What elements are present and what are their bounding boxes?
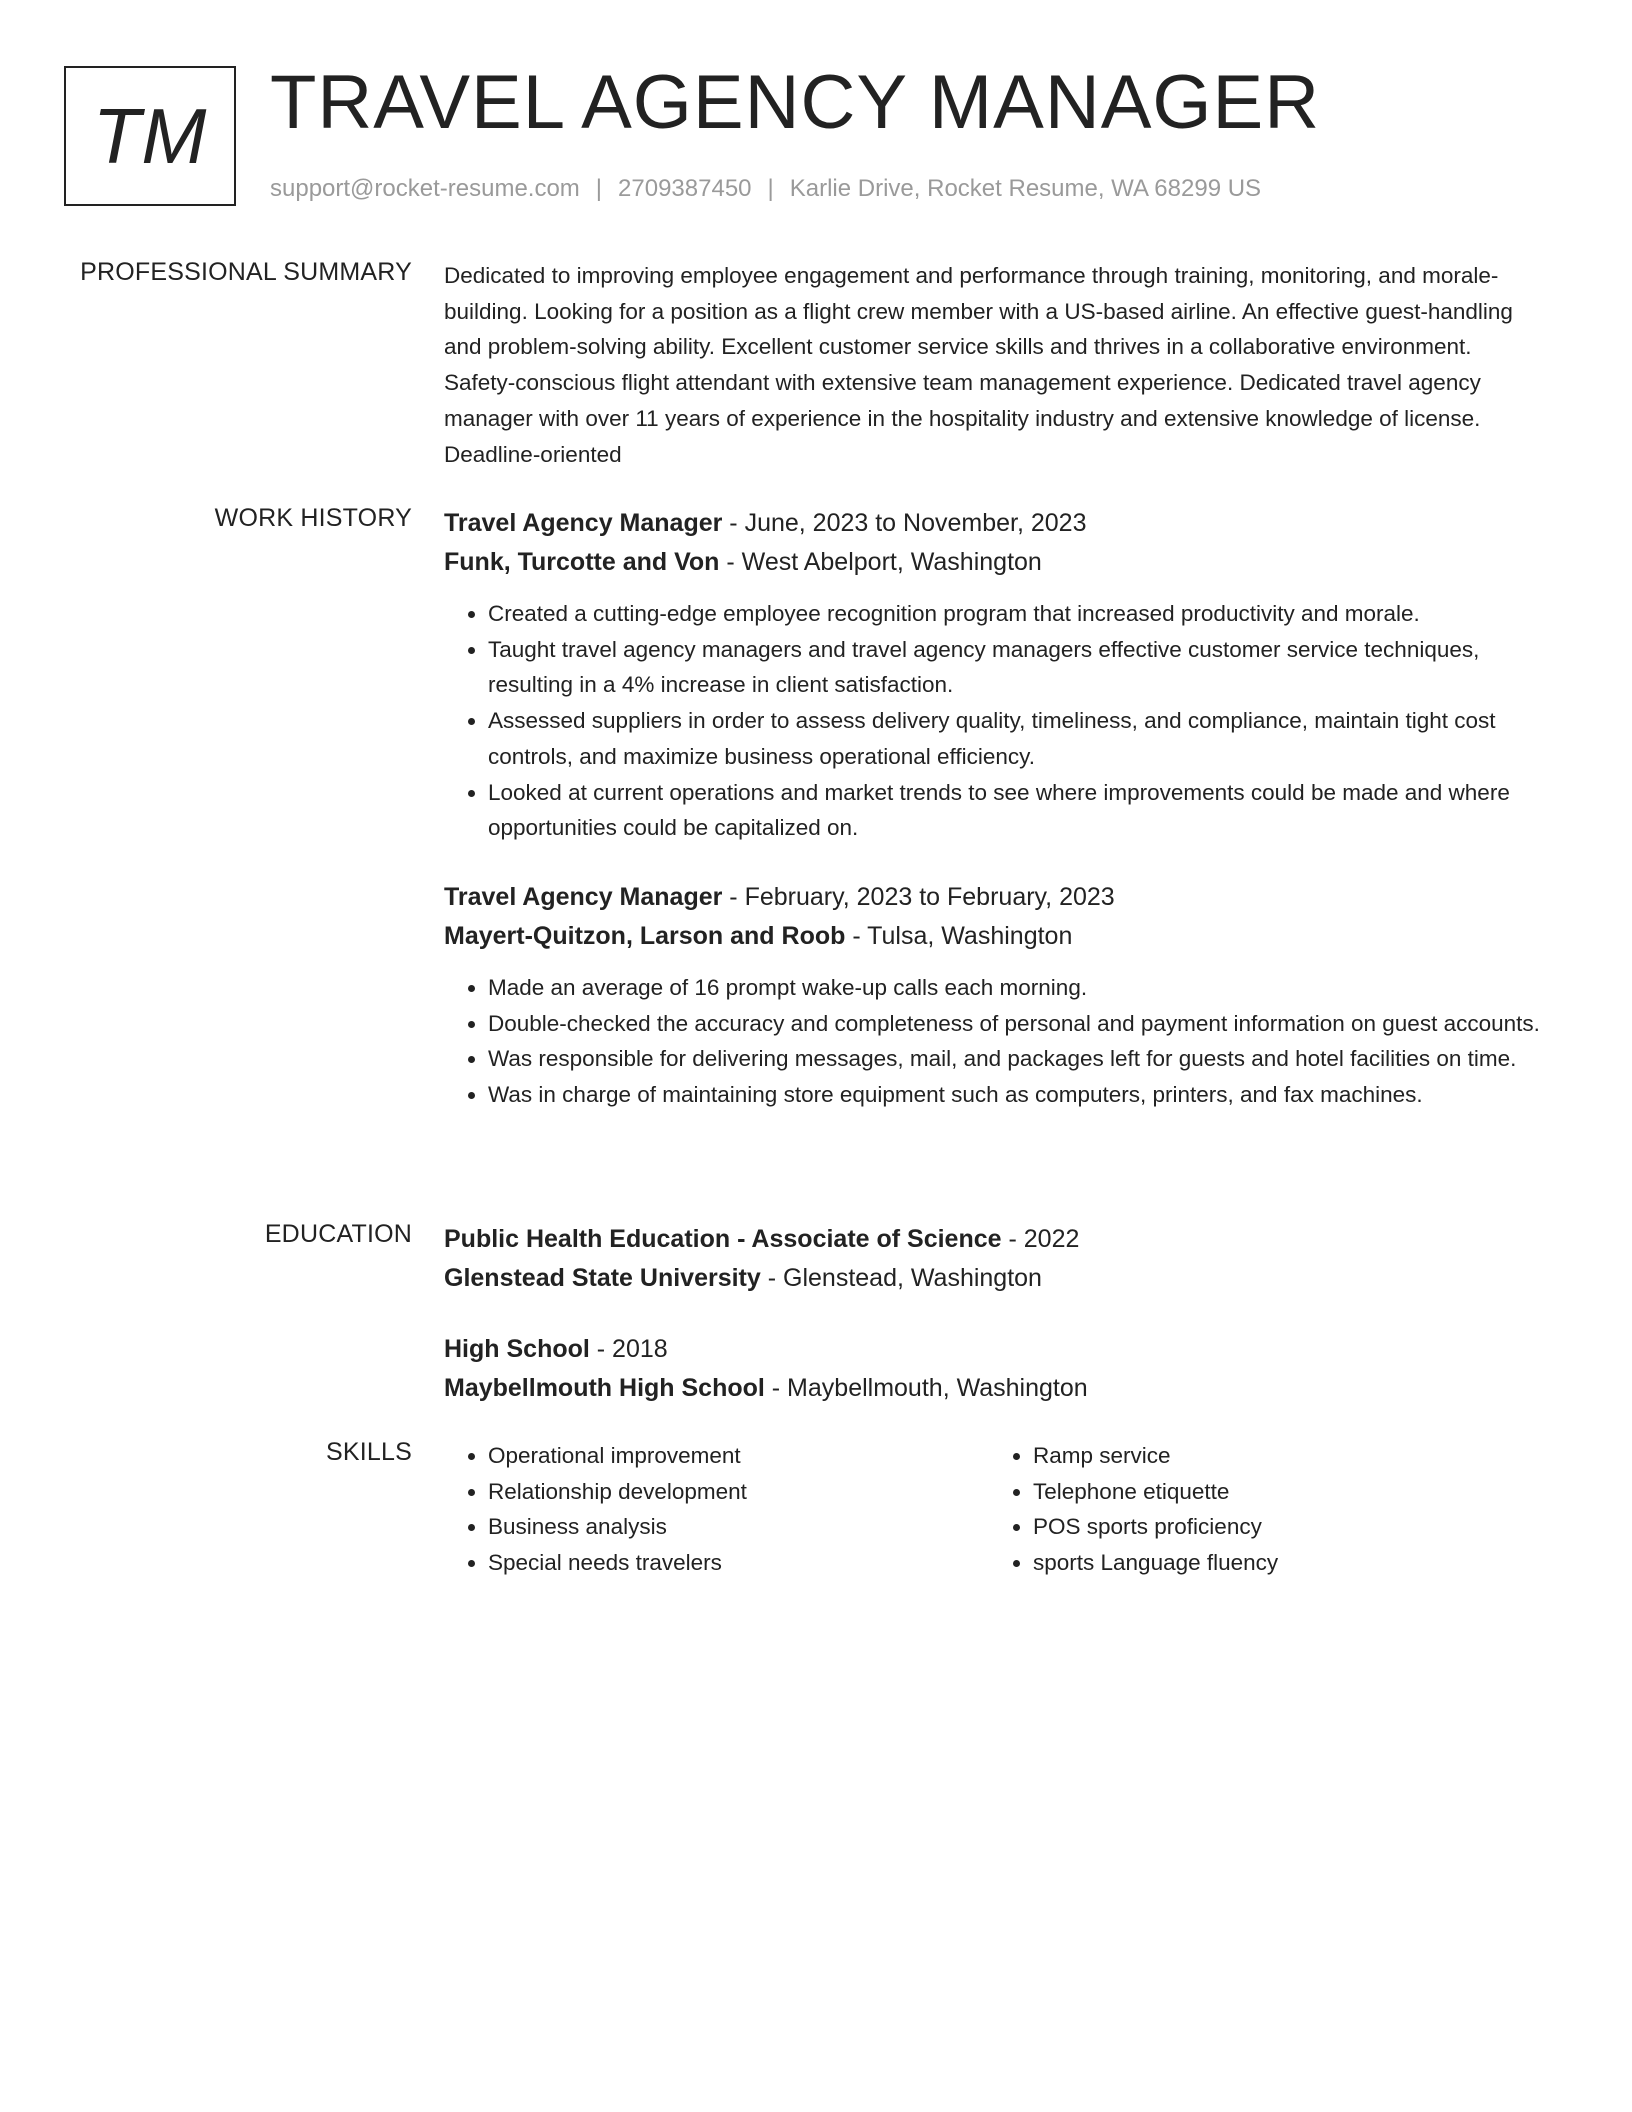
education-school: Maybellmouth High School bbox=[444, 1374, 765, 1402]
job-title: Travel Agency Manager bbox=[444, 882, 723, 911]
job-dates: - June, 2023 to November, 2023 bbox=[722, 509, 1087, 537]
job-bullet: • Created a cutting-edge employee recognition program that increased productivity and morale. bbox=[488, 596, 1544, 632]
skills-list bbox=[989, 1438, 1534, 1581]
job-company-line bbox=[444, 543, 1544, 582]
resume-title: TRAVEL AGENCY MANAGER bbox=[270, 60, 1321, 145]
education-degree-line bbox=[444, 1220, 1544, 1259]
contact-phone[interactable]: 2709387450 bbox=[618, 175, 752, 202]
skill-item: • sports Language fluency bbox=[1033, 1545, 1534, 1581]
job-bullet: • Was in charge of maintaining store equipment such as computers, printers, and fax machines. bbox=[488, 1077, 1544, 1113]
skill-item: • Operational improvement bbox=[488, 1438, 989, 1474]
skills-column-left bbox=[444, 1438, 989, 1581]
skills-columns bbox=[444, 1438, 1544, 1581]
skill-item: • Telephone etiquette bbox=[1033, 1474, 1534, 1510]
skill-item: • Business analysis bbox=[488, 1509, 989, 1545]
job-company: Funk, Turcotte and Von bbox=[444, 548, 720, 576]
contact-separator: | bbox=[767, 175, 774, 202]
job-bullet: • Double-checked the accuracy and completeness of personal and payment information on guest accounts. bbox=[488, 1006, 1544, 1042]
education-entry bbox=[444, 1220, 1544, 1298]
skills-body bbox=[444, 1438, 1544, 1581]
job-bullet: • Was responsible for delivering messages, mail, and packages left for guests and hotel facilities on time. bbox=[488, 1041, 1544, 1077]
summary-body bbox=[444, 258, 1544, 472]
job-dates: - February, 2023 to February, 2023 bbox=[722, 882, 1115, 911]
education-degree-line bbox=[444, 1330, 1544, 1369]
education-year: - 2022 bbox=[1001, 1225, 1080, 1253]
education-school: Glenstead State University bbox=[444, 1264, 761, 1292]
education-year: - 2018 bbox=[589, 1335, 668, 1363]
skill-item: • POS sports proficiency bbox=[1033, 1509, 1534, 1545]
contact-line bbox=[270, 174, 1261, 204]
job-entry bbox=[444, 504, 1544, 846]
job-title-line bbox=[444, 878, 1544, 917]
job-title: Travel Agency Manager bbox=[444, 509, 723, 537]
skill-item: • Special needs travelers bbox=[488, 1545, 989, 1581]
work-history-heading: WORK HISTORY bbox=[214, 504, 412, 532]
education-location: - Glenstead, Washington bbox=[760, 1264, 1042, 1292]
education-entry bbox=[444, 1330, 1544, 1408]
contact-email[interactable]: support@rocket-resume.com bbox=[270, 175, 580, 202]
education-location: - Maybellmouth, Washington bbox=[764, 1374, 1088, 1402]
education-body bbox=[444, 1220, 1544, 1408]
job-bullet: • Looked at current operations and market trends to see where improvements could be made and where opportunities could be capitalized on. bbox=[488, 775, 1544, 846]
job-entry bbox=[444, 878, 1544, 1113]
skills-column-right bbox=[989, 1438, 1534, 1581]
education-school-line bbox=[444, 1259, 1544, 1298]
job-company: Mayert-Quitzon, Larson and Roob bbox=[444, 921, 846, 950]
job-bullets bbox=[444, 596, 1544, 846]
job-bullet: • Taught travel agency managers and travel agency managers effective customer service techniques, resulting in a 4% increase in client satisfaction. bbox=[488, 632, 1544, 703]
education-school-line bbox=[444, 1369, 1544, 1408]
contact-separator: | bbox=[595, 175, 603, 202]
education-degree: Public Health Education - Associate of Science bbox=[444, 1225, 1002, 1253]
skills-list bbox=[444, 1438, 989, 1581]
summary-heading: PROFESSIONAL SUMMARY bbox=[80, 258, 412, 286]
education-degree: High School bbox=[444, 1335, 590, 1363]
summary-text: Dedicated to improving employee engagement and performance through training, monitoring, and morale-building. Looking for a position as a flight crew member with a US-based airline. An effective guest-handling and problem-solving ability. Excellent customer service skills and thrives in a collaborative environment. Safety-conscious flight attendant with extensive team management experience. Dedicated travel agency manager with over 11 years of experience in the hospitality industry and extensive knowledge of license. Deadline-oriented bbox=[444, 263, 1513, 467]
education-heading: EDUCATION bbox=[264, 1220, 412, 1248]
job-location: - Tulsa, Washington bbox=[845, 921, 1073, 950]
job-bullets bbox=[444, 970, 1544, 1113]
skill-item: • Relationship development bbox=[488, 1474, 989, 1510]
job-bullet: • Made an average of 16 prompt wake-up calls each morning. bbox=[488, 970, 1544, 1006]
monogram-logo: TM bbox=[64, 66, 236, 206]
contact-address: Karlie Drive, Rocket Resume, WA 68299 US bbox=[789, 175, 1262, 202]
skill-item: • Ramp service bbox=[1033, 1438, 1534, 1474]
work-history-body bbox=[444, 504, 1544, 1113]
skills-heading: SKILLS bbox=[326, 1438, 412, 1466]
job-bullet: • Assessed suppliers in order to assess delivery quality, timeliness, and compliance, maintain tight cost controls, and maximize business operational efficiency. bbox=[488, 703, 1544, 774]
job-title-line bbox=[444, 504, 1544, 543]
job-company-line bbox=[444, 917, 1544, 956]
job-location: - West Abelport, Washington bbox=[719, 548, 1042, 576]
